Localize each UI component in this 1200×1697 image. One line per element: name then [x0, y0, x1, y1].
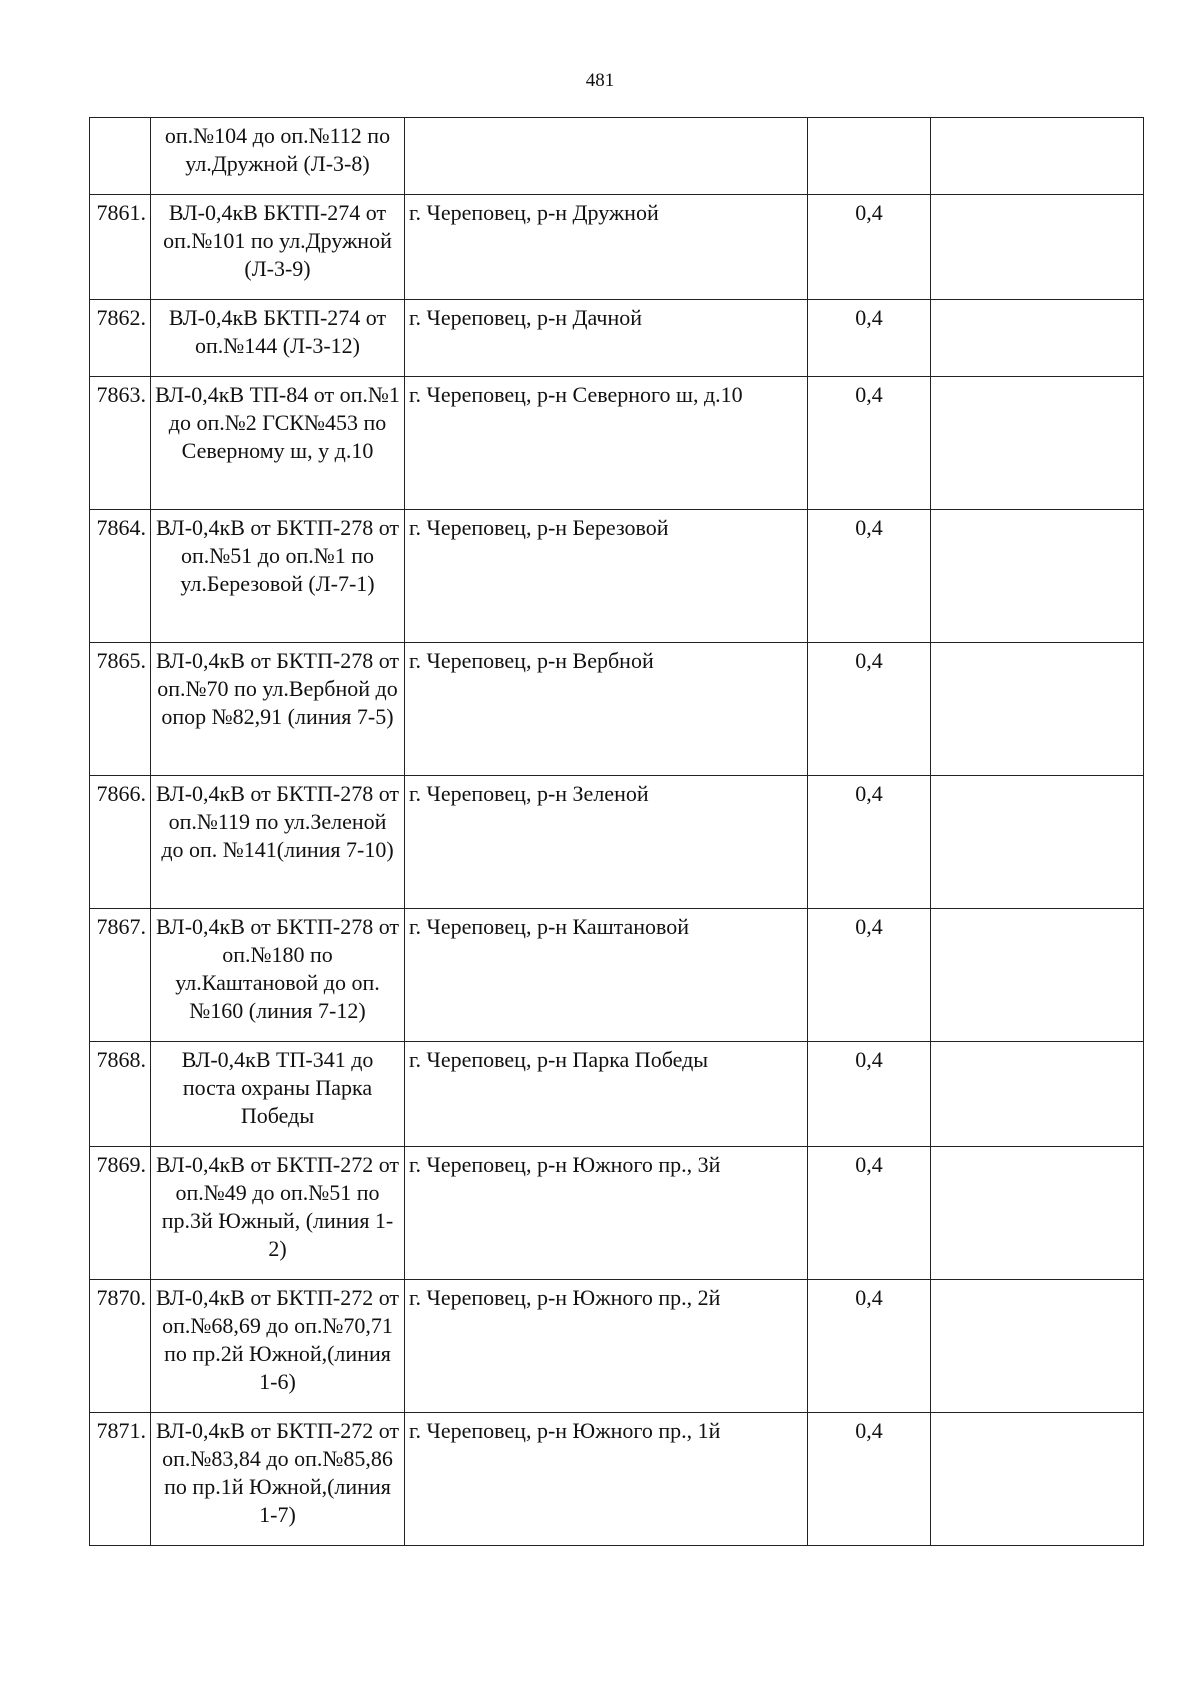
location — [405, 118, 808, 195]
extra-cell — [931, 195, 1144, 300]
line-name: ВЛ-0,4кВ от БКТП-272 от оп.№83,84 до оп.№85,86 по пр.1й Южной,(линия 1-7) — [151, 1413, 405, 1546]
line-name: оп.№104 до оп.№112 по ул.Дружной (Л-3-8) — [151, 118, 405, 195]
extra-cell — [931, 377, 1144, 510]
row-number: 7866. — [90, 776, 151, 909]
table-row — [90, 1280, 1144, 1413]
voltage: 0,4 — [808, 643, 931, 776]
location: г. Череповец, р-н Дружной — [405, 195, 808, 300]
line-name: ВЛ-0,4кВ от БКТП-272 от оп.№49 до оп.№51 по пр.3й Южный, (линия 1-2) — [151, 1147, 405, 1280]
row-number — [90, 118, 151, 195]
row-number: 7869. — [90, 1147, 151, 1280]
row-number: 7862. — [90, 300, 151, 377]
table-row — [90, 377, 1144, 510]
extra-cell — [931, 1280, 1144, 1413]
voltage: 0,4 — [808, 300, 931, 377]
table-row — [90, 909, 1144, 1042]
table-row — [90, 195, 1144, 300]
line-name: ВЛ-0,4кВ БКТП-274 от оп.№101 по ул.Дружной (Л-3-9) — [151, 195, 405, 300]
voltage: 0,4 — [808, 510, 931, 643]
location: г. Череповец, р-н Парка Победы — [405, 1042, 808, 1147]
location: г. Череповец, р-н Березовой — [405, 510, 808, 643]
location: г. Череповец, р-н Южного пр., 1й — [405, 1413, 808, 1546]
table-row — [90, 1042, 1144, 1147]
voltage: 0,4 — [808, 1280, 931, 1413]
location: г. Череповец, р-н Южного пр., 2й — [405, 1280, 808, 1413]
extra-cell — [931, 1413, 1144, 1546]
location: г. Череповец, р-н Каштановой — [405, 909, 808, 1042]
line-name: ВЛ-0,4кВ от БКТП-278 от оп.№70 по ул.Вербной до опор №82,91 (линия 7-5) — [151, 643, 405, 776]
voltage: 0,4 — [808, 195, 931, 300]
extra-cell — [931, 300, 1144, 377]
register-table — [89, 117, 1144, 1546]
table-row — [90, 643, 1144, 776]
extra-cell — [931, 1147, 1144, 1280]
row-number: 7871. — [90, 1413, 151, 1546]
line-name: ВЛ-0,4кВ от БКТП-278 от оп.№119 по ул.Зеленой до оп. №141(линия 7-10) — [151, 776, 405, 909]
extra-cell — [931, 510, 1144, 643]
row-number: 7865. — [90, 643, 151, 776]
voltage: 0,4 — [808, 377, 931, 510]
line-name: ВЛ-0,4кВ ТП-84 от оп.№1 до оп.№2 ГСК№453 по Северному ш, у д.10 — [151, 377, 405, 510]
voltage: 0,4 — [808, 776, 931, 909]
row-number: 7861. — [90, 195, 151, 300]
voltage: 0,4 — [808, 1042, 931, 1147]
extra-cell — [931, 909, 1144, 1042]
line-name: ВЛ-0,4кВ БКТП-274 от оп.№144 (Л-3-12) — [151, 300, 405, 377]
line-name: ВЛ-0,4кВ от БКТП-278 от оп.№180 по ул.Каштановой до оп.№160 (линия 7-12) — [151, 909, 405, 1042]
table-row — [90, 510, 1144, 643]
location: г. Череповец, р-н Зеленой — [405, 776, 808, 909]
extra-cell — [931, 776, 1144, 909]
extra-cell — [931, 1042, 1144, 1147]
line-name: ВЛ-0,4кВ ТП-341 до поста охраны Парка Победы — [151, 1042, 405, 1147]
location: г. Череповец, р-н Дачной — [405, 300, 808, 377]
extra-cell — [931, 118, 1144, 195]
row-number: 7864. — [90, 510, 151, 643]
location: г. Череповец, р-н Южного пр., 3й — [405, 1147, 808, 1280]
location: г. Череповец, р-н Северного ш, д.10 — [405, 377, 808, 510]
voltage: 0,4 — [808, 1147, 931, 1280]
location: г. Череповец, р-н Вербной — [405, 643, 808, 776]
voltage: 0,4 — [808, 1413, 931, 1546]
voltage — [808, 118, 931, 195]
line-name: ВЛ-0,4кВ от БКТП-278 от оп.№51 до оп.№1 по ул.Березовой (Л-7-1) — [151, 510, 405, 643]
table-row — [90, 776, 1144, 909]
table-row — [90, 118, 1144, 195]
row-number: 7868. — [90, 1042, 151, 1147]
page-number: 481 — [585, 70, 615, 91]
table-row — [90, 1413, 1144, 1546]
row-number: 7870. — [90, 1280, 151, 1413]
row-number: 7863. — [90, 377, 151, 510]
voltage: 0,4 — [808, 909, 931, 1042]
line-name: ВЛ-0,4кВ от БКТП-272 от оп.№68,69 до оп.№70,71 по пр.2й Южной,(линия 1-6) — [151, 1280, 405, 1413]
table-row — [90, 300, 1144, 377]
row-number: 7867. — [90, 909, 151, 1042]
table-row — [90, 1147, 1144, 1280]
extra-cell — [931, 643, 1144, 776]
